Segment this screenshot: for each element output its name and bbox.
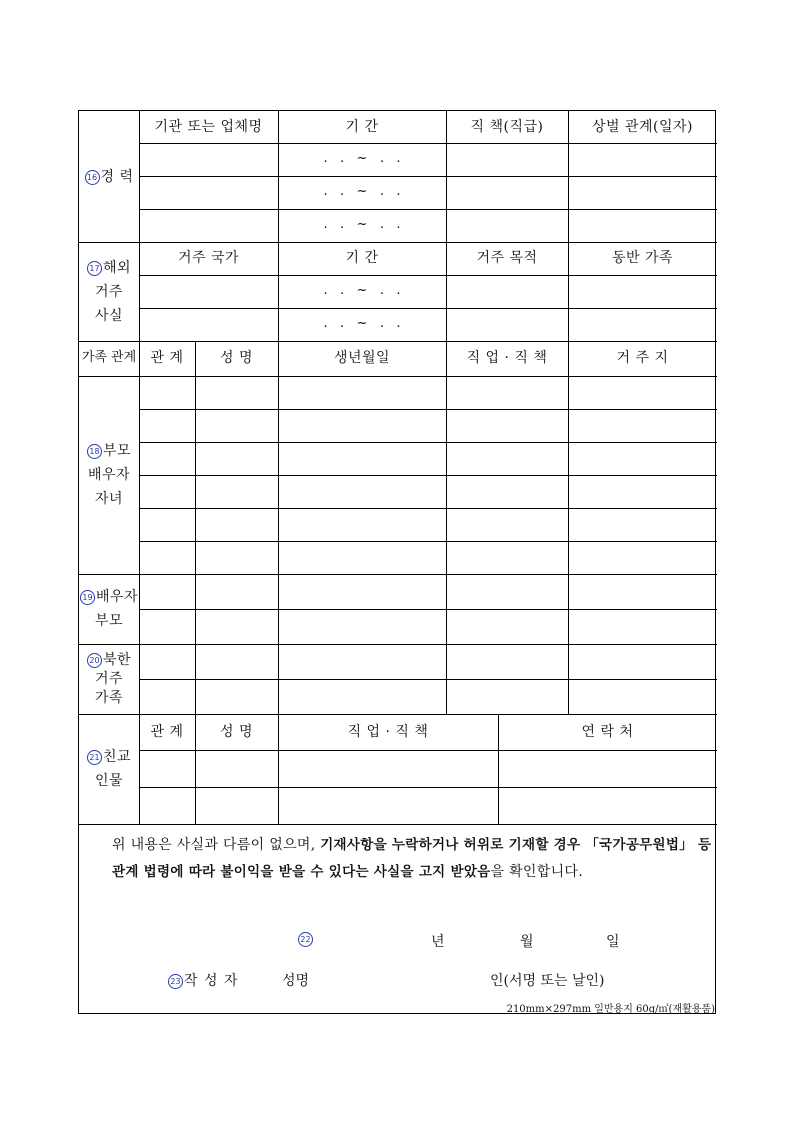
parents-spouse-children-label: 18 부모 배우자 자녀 bbox=[87, 443, 132, 507]
date-year[interactable]: 년 bbox=[431, 934, 445, 950]
date-day[interactable]: 일 bbox=[606, 934, 620, 950]
career-header-position: 직 책(직급) bbox=[470, 118, 544, 135]
career-header-rewards: 상벌 관계(일자) bbox=[591, 118, 694, 135]
declaration-bold: 기재사항을 누락하거나 허위로 기재할 경우 「국가공무원법」 등 관계 법령에 따라 불이익을 받을 수 있다는 사실을 고지 받았음 bbox=[112, 837, 712, 880]
circled-number: 16 bbox=[85, 170, 100, 185]
author-name-label: 성명 bbox=[282, 973, 310, 989]
career-header-period: 기 간 bbox=[345, 118, 379, 135]
overseas-header-purpose: 거주 목적 bbox=[476, 250, 538, 267]
north-korea-family-label: 20 북한 거주 가족 bbox=[79, 644, 139, 714]
career-period-2[interactable]: . . ~ . . bbox=[323, 184, 401, 200]
overseas-header-period: 기 간 bbox=[345, 250, 379, 267]
date-month[interactable]: 월 bbox=[520, 934, 534, 950]
career-label: 경 력 bbox=[100, 168, 134, 185]
career-section-label bbox=[79, 111, 139, 242]
author-seal[interactable]: 인(서명 또는 날인) bbox=[490, 973, 605, 989]
family-header-name: 성 명 bbox=[220, 350, 253, 367]
overseas-header-family: 동반 가족 bbox=[611, 250, 674, 267]
acquaintance-label: 21 친교 인물 bbox=[79, 714, 139, 824]
acq-header-name: 성 명 bbox=[220, 723, 253, 740]
date-number: 22 bbox=[298, 931, 314, 947]
circled-number: 17 bbox=[87, 261, 102, 276]
career-period-1[interactable]: . . ~ . . bbox=[323, 151, 401, 167]
family-header-residence: 거 주 지 bbox=[616, 350, 669, 367]
overseas-period-2[interactable]: . . ~ . . bbox=[323, 316, 401, 332]
circled-number: 19 bbox=[80, 590, 95, 605]
paper-spec: 210mm×297mm 일반용지 60g/㎡(재활용품) bbox=[506, 1004, 715, 1015]
spouse-parents-label: 19 배우자 부모 bbox=[79, 574, 139, 644]
acq-header-relation: 관 계 bbox=[150, 723, 184, 740]
career-header-org: 기관 또는 업체명 bbox=[154, 118, 263, 135]
career-period-3[interactable]: . . ~ . . bbox=[323, 217, 401, 233]
overseas-header-country: 거주 국가 bbox=[177, 250, 240, 267]
circled-number: 18 bbox=[87, 444, 102, 459]
acq-header-job: 직 업 · 직 책 bbox=[347, 723, 429, 740]
family-header-label: 가족 관계 bbox=[81, 350, 137, 366]
family-header-birth: 생년월일 bbox=[333, 350, 391, 367]
circled-number: 21 bbox=[87, 750, 102, 765]
circled-number: 20 bbox=[87, 653, 102, 668]
overseas-section-label: 17 해외 거주 사실 bbox=[79, 242, 139, 341]
acq-header-contact: 연 락 처 bbox=[581, 723, 634, 740]
author-label: 23 작 성 자 bbox=[168, 970, 238, 990]
declaration-text: 위 내용은 사실과 다름이 없으며, 기재사항을 누락하거나 허위로 기재할 경우 「국가공무원법」 등 관계 법령에 따라 불이익을 받을 수 있다는 사실을 고지 받았음을 확인합니다. bbox=[112, 837, 712, 880]
family-header-job: 직 업 · 직 책 bbox=[466, 350, 548, 367]
overseas-period-1[interactable]: . . ~ . . bbox=[323, 283, 401, 299]
family-header-relation: 관 계 bbox=[150, 350, 184, 367]
